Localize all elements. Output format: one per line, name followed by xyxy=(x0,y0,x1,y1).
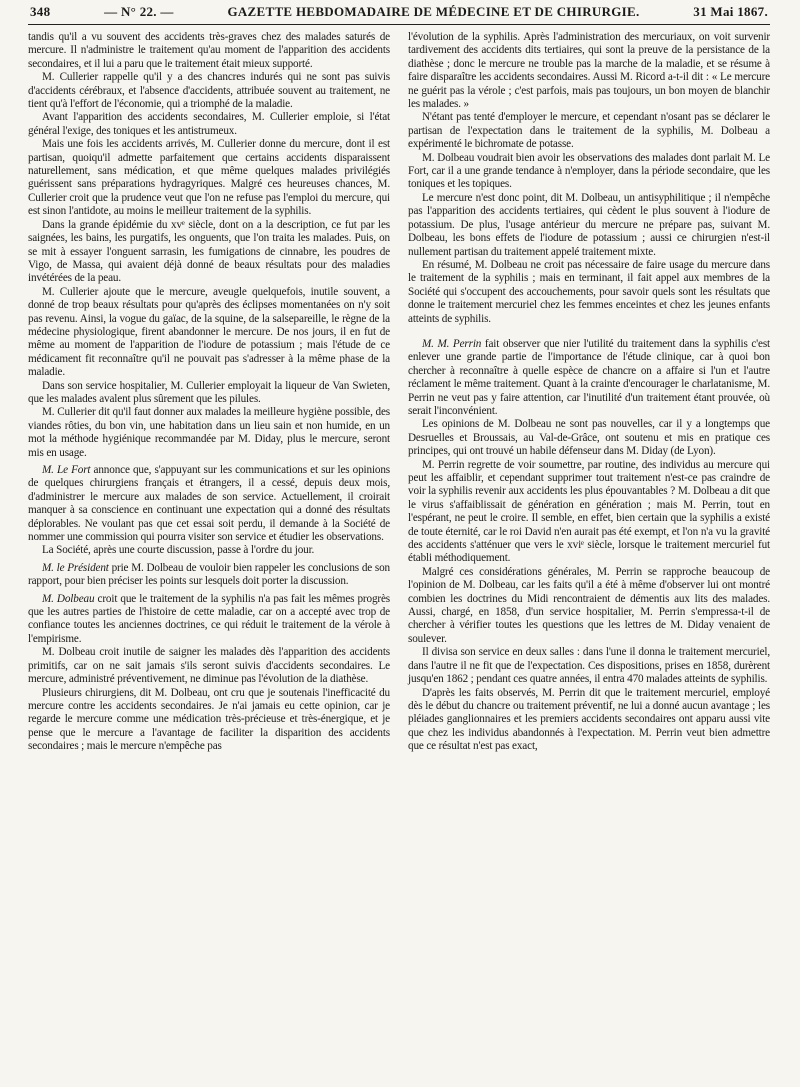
speaker-name: M. Dolbeau xyxy=(42,592,95,605)
page-number: 348 xyxy=(30,4,51,19)
paragraph xyxy=(28,406,390,460)
paragraph-text: Plusieurs chirurgiens, dit M. Dolbeau, ont cru que je soutenais l'inefficacité du mercure contre les accidents secondaires. Je n'ai jamais eu cette opinion, car je regarde le mercure comme une médication très-précieuse et très-énergique, et je pense que le mercure a l'avantage de faciliter la disparition des accidents secondaires ; mais le mercure n'empêche pas xyxy=(28,686,390,753)
left-column xyxy=(28,31,390,754)
paragraph xyxy=(28,593,390,647)
paragraph xyxy=(28,111,390,138)
paragraph xyxy=(28,687,390,754)
right-column xyxy=(408,31,770,754)
paragraph-text: Le mercure n'est donc point, dit M. Dolbeau, un antisyphilitique ; il n'empêche pas l'apparition des accidents tertiaires, qui cèdent le plus souvent à l'iodure de potassium. De plus, l'usage antérieur du mercure ne prépare pas, suivant M. Dolbeau, les bons effets de l'iodure de potassium ; aussi ce chirurgien n'est-il nullement partisan du traitement appelé traitement mixte. xyxy=(408,191,770,258)
paragraph xyxy=(28,286,390,380)
paragraph xyxy=(28,219,390,286)
paragraph-text: fait observer que nier l'utilité du traitement dans la syphilis c'est enlever une grande partie de l'importance de l'étude clinique, car à quoi bon chercher à reconnaître à quelle espèce de chancre on a affaire si l'un et l'autre réclament le même traitement. Quant à la crainte d'encourager le charlatanisme, M. Perrin ne veut pas y faire attention, car l'inutilité d'un traitement étant prouvée, où serait l'inconvénient. xyxy=(408,337,770,417)
paragraph xyxy=(408,566,770,646)
paragraph-text: l'évolution de la syphilis. Après l'administration des mercuriaux, on voit survenir tardivement des accidents dits tertiaires, qui sont la preuve de la persistance de la diathèse ; donc le mercure ne trouble pas la marche de la maladie, et se résume à faire disparaître les accidents secondaires. Aussi M. Ricord a-t-il dit : « Le mercure ne guérit pas la vérole ; c'est parfois, mais pas toujours, un bon moyen de blanchir les malades. » xyxy=(408,31,770,111)
paragraph xyxy=(28,646,390,686)
issue-number: — N° 22. — xyxy=(104,4,174,19)
issue-date: 31 Mai 1867. xyxy=(693,4,768,19)
paragraph xyxy=(28,562,390,589)
journal-title: GAZETTE HEBDOMADAIRE DE MÉDECINE ET DE CHIRURGIE. xyxy=(227,4,640,19)
paragraph xyxy=(28,31,390,71)
paragraph-text: prie M. Dolbeau de vouloir bien rappeler les conclusions de son rapport, pour bien préciser les points sur lesquels doit porter la discussion. xyxy=(28,561,390,588)
paragraph xyxy=(408,687,770,754)
paragraph xyxy=(408,111,770,151)
paragraph xyxy=(28,138,390,218)
paragraph-text: Avant l'apparition des accidents secondaires, M. Cullerier emploie, si l'état général l'exige, des toniques et les antistrumeux. xyxy=(28,111,390,137)
paragraph-text: Il divisa son service en deux salles : dans l'une il donna le traitement mercuriel, dans l'autre il ne fit que de l'expectation. Ces dispositions, prises en 1858, durèrent jusqu'en 1862 ; pendant ces quatre années, il entra 470 malades atteints de syphilis. xyxy=(408,646,770,686)
article-columns xyxy=(28,31,770,754)
speaker-name: M. M. Perrin xyxy=(422,337,482,350)
paragraph xyxy=(408,259,770,326)
paragraph-text: La Société, après une courte discussion, passe à l'ordre du jour. xyxy=(42,544,315,557)
paragraph-text: M. Cullerier rappelle qu'il y a des chancres indurés qui ne sont pas suivis d'accidents cérébraux, et l'absence d'accidents, attribuée souvent au traitement, ne tient qu'à l'effort de l'économie, qui a triomphé de la maladie. xyxy=(28,71,390,111)
paragraph-text: Mais une fois les accidents arrivés, M. Cullerier donne du mercure, dont il est partisan, quoiqu'il admette parfaitement que certains accidents disparaissent naturellement, sans médication, et que même quelques malades privilégiés guérissent sans préparations hydragyriques. Malgré ces heureuses chances, M. Cullerier croit que la prudence veut que l'on ne refuse pas l'emploi du mercure, qui est sinon l'antidote, au moins le meilleur traitement de la syphilis. xyxy=(28,138,390,218)
paragraph xyxy=(408,31,770,111)
paragraph-text: M. Cullerier dit qu'il faut donner aux malades la meilleure hygiène possible, des viandes rôties, du bon vin, une habitation dans un lieu sain et non humide, en un mot la méthode hygiénique recommandée par M. Diday, plus le mercure, seront mis en usage. xyxy=(28,406,390,459)
paragraph-text: En résumé, M. Dolbeau ne croit pas nécessaire de faire usage du mercure dans le traitement de la syphilis ; mais en terminant, il fait appel aux membres de la Société qui s'occupent des accouchements, pour savoir quels sont les résultats que donne le traitement mercuriel chez les femmes enceintes et chez les jeunes enfants atteints de syphilis. xyxy=(408,258,770,325)
paragraph-text: M. Cullerier ajoute que le mercure, aveugle quelquefois, inutile souvent, a donné de trop beaux résultats pour qu'après des éclipses momentanées on n'y soit pas revenu. Ainsi, la vogue du gaïac, de la squine, de la salsepareille, le règne de la médecine physiologique, firent abandonner le mercure. De nos jours, il en fut de même au moment de l'apparition de l'iodure de potassium ; mais l'étude de ce médicament fit reconnaître qu'il ne pouvait pas s'adresser à la même phase de la maladie. xyxy=(28,285,390,379)
paragraph-text: Les opinions de M. Dolbeau ne sont pas nouvelles, car il y a longtemps que Desruelles et Broussais, au Val-de-Grâce, ont soutenu et mis en pratique ces principes, qui ont trouvé un habile défenseur dans M. Diday (de Lyon). xyxy=(408,418,770,458)
paragraph xyxy=(28,71,390,111)
paragraph xyxy=(28,544,390,557)
paragraph-text: M. Perrin regrette de voir soumettre, par routine, des individus au mercure qui peut les affaiblir, et cependant supprimer tout traitement n'est-ce pas craindre de voir la syphilis revenir aux accidents les plus épouvantables ? M. Dolbeau a dit que le virus s'affaiblissait de génération en génération ; mais M. Perrin, tout en l'espérant, ne peut le croire. Il semble, en effet, bien certain que la syphilis a existé de toute éternité, car le roi David n'en aurait pas été exempt, et l'on n'a vu la gravité des accidents s'atténuer que vers le xviᵉ siècle, lorsque le traitement mercuriel fut établi méthodiquement. xyxy=(408,458,770,565)
paragraph-text: D'après les faits observés, M. Perrin dit que le traitement mercuriel, employé dès le début du chancre ou traitement préventif, ne lui a donné aucun avantage ; les pléiades ganglionnaires et les premiers accidents secondaires ont apparu aussi vite que chez les individus abandonnés à l'expectation. M. Perrin veut bien admettre que ce résultat n'est pas exact, xyxy=(408,686,770,753)
paragraph xyxy=(408,152,770,192)
paragraph-text: Dans son service hospitalier, M. Cullerier employait la liqueur de Van Swieten, que les malades avalent plus sûrement que les pilules. xyxy=(28,379,390,405)
paragraph-text: Malgré ces considérations générales, M. Perrin se rapproche beaucoup de l'opinion de M. Dolbeau, car les faits qu'il a été à même d'observer lui ont montré combien les doctrines du Midi rencontraient de démentis aux lits des malades. Aussi, chargé, en 1858, d'un service hospitalier, M. Perrin s'empressa-t-il de chercher à vérifier toutes les questions que les lettres de M. Diday venaient de soulever. xyxy=(408,565,770,645)
paragraph-text: M. Dolbeau croit inutile de saigner les malades dès l'apparition des accidents primitifs, car on ne sait jamais s'ils seront suivis d'accidents secondaires. Le mercure, administré préventivement, ne diminue pas l'évolution de la diathèse. xyxy=(28,646,390,686)
paragraph-text: croit que le traitement de la syphilis n'a pas fait les mêmes progrès que les autres parties de l'histoire de cette maladie, car on a accepté avec trop de confiance toutes les anciennes doctrines, ce qui réduit le traitement de la vérole à l'empirisme. xyxy=(28,592,390,645)
page-header xyxy=(28,4,770,25)
paragraph xyxy=(408,418,770,458)
paragraph-text: M. Dolbeau voudrait bien avoir les observations des malades dont parlait M. Le Fort, car il a une grande tendance à n'employer, dans la période secondaire, que les toniques et les topiques. xyxy=(408,151,770,191)
speaker-name: M. Le Fort xyxy=(42,464,91,476)
paragraph-text: Dans la grande épidémie du xvᵉ siècle, dont on a la description, ce fut par les saignées, les bains, les purgatifs, les onguents, que l'on traita les malades. Puis, on se mit à essayer l'onguent sarrasin, les fumigations de cinnabre, les poudres de Vigo, de Massa, qui avaient déjà donné de beaux résultats pour des maladies invétérées de la peau. xyxy=(28,218,390,285)
paragraph xyxy=(28,380,390,407)
speaker-name: M. le Président xyxy=(42,561,109,574)
paragraph xyxy=(408,459,770,566)
paragraph xyxy=(28,464,390,544)
paragraph xyxy=(408,338,770,418)
paragraph-text: annonce que, s'appuyant sur les communications et sur les opinions de quelques chirurgiens français et étrangers, il a cessé, depuis deux mois, d'administrer le mercure aux malades de son service. Actuellement, il croirait manquer à sa conscience en continuant une expectation qui a donné des résultats déplorables. Ne voulant pas que cet essai soit perdu, il demande à la Société de nommer une commission qui pourra visiter son service et étudier les observations. xyxy=(28,464,390,544)
paragraph xyxy=(408,646,770,686)
paragraph-text: N'étant pas tenté d'employer le mercure, et cependant n'osant pas se déclarer le partisan de l'expectation dans le traitement de la syphilis, M. Dolbeau a expérimenté le bichromate de potasse. xyxy=(408,111,770,151)
paragraph-text: tandis qu'il a vu souvent des accidents très-graves chez des malades saturés de mercure. Il n'administre le traitement qu'au moment de l'apparition des accidents secondaires, et il lui a paru que le traitement était mieux supporté. xyxy=(28,31,390,70)
paragraph xyxy=(408,192,770,259)
